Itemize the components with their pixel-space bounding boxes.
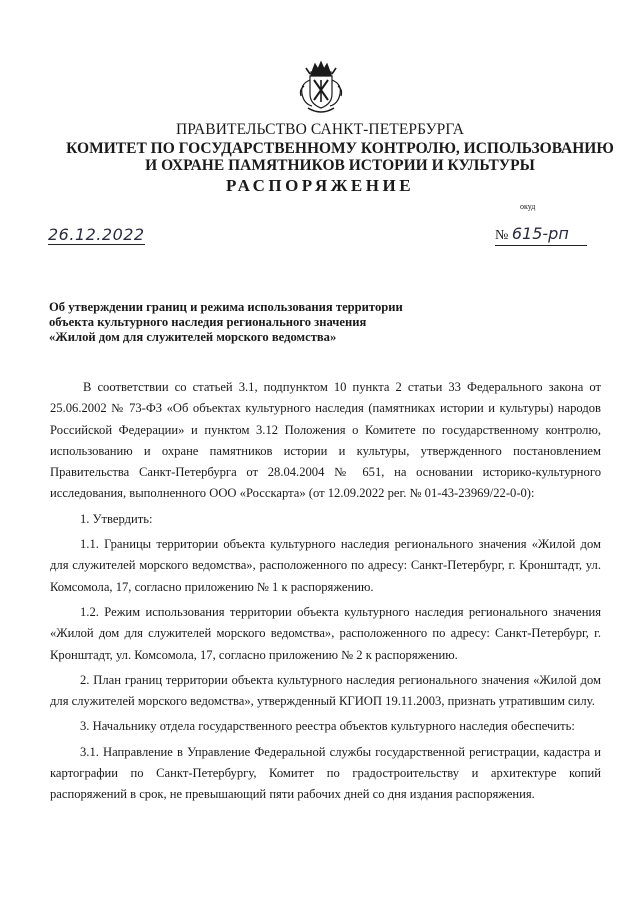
government-name: ПРАВИТЕЛЬСТВО САНКТ-ПЕТЕРБУРГА <box>175 121 465 138</box>
subject-line-1: Об утверждении границ и режима использования территории <box>49 300 403 314</box>
document-subject <box>49 300 469 345</box>
document-date: 26.12.2022 <box>48 225 145 244</box>
number-value: 615-рп <box>511 224 569 243</box>
preamble-paragraph: В соответствии со статьей 3.1, подпунктом 10 пункта 2 статьи 33 Федерального закона от 25.06.2002 № 73-ФЗ «Об объектах культурного наследия (памятниках истории и культуры) народов Российской Федерации» и пунктом 3.12 Положения о Комитете по государственному контролю, использованию и охране памятников истории и культуры, утвержденного постановлением Правительства Санкт-Петербурга от 28.04.2004 № 651, на основании историко-культурного исследования, выполненного ООО «Росскарта» (от 12.09.2022 рег. № 01-43-23969/22-0-0): <box>50 380 601 501</box>
subject-line-2: объекта культурного наследия регионального значения <box>49 315 367 329</box>
committee-line-2: И ОХРАНЕ ПАМЯТНИКОВ ИСТОРИИ И КУЛЬТУРЫ <box>145 157 535 174</box>
committee-line-1: КОМИТЕТ ПО ГОСУДАРСТВЕННОМУ КОНТРОЛЮ, ИСПОЛЬЗОВАНИЮ <box>66 140 614 157</box>
document-body <box>50 377 601 810</box>
clause-1-2: 1.2. Режим использования территории объекта культурного наследия регионального значения «Жилой дом для служителей морского ведомства», расположенного по адресу: Санкт-Петербург, г. Кронштадт, ул. Комсомола, 17, согласно приложению № 2 к распоряжению. <box>50 604 601 662</box>
document-number <box>495 225 587 246</box>
committee-name <box>40 140 640 174</box>
subject-line-3: «Жилой дом для служителей морского ведомства» <box>49 330 337 344</box>
document-type-title: РАСПОРЯЖЕНИЕ <box>225 176 415 195</box>
clause-3: 3. Начальнику отдела государственного реестра объектов культурного наследия обеспечить: <box>80 719 575 734</box>
coat-of-arms-icon <box>298 60 344 122</box>
clause-1: 1. Утвердить: <box>80 511 153 526</box>
okud-label: окуд <box>520 202 536 211</box>
number-sign: № <box>495 228 509 243</box>
clause-2: 2. План границ территории объекта культурного наследия регионального значения «Жилой дом для служителей морского ведомства», утвержденный КГИОП 19.11.2003, признать утратившим силу. <box>50 672 601 709</box>
clause-1-1: 1.1. Границы территории объекта культурного наследия регионального значения «Жилой дом для служителей морского ведомства», расположенного по адресу: Санкт-Петербург, г. Кронштадт, ул. Комсомола, 17, согласно приложению № 1 к распоряжению. <box>50 537 601 594</box>
clause-3-1: 3.1. Направление в Управление Федеральной службы государственной регистрации, кадастра и картографии по Санкт-Петербургу, Комитет по градостроительству и архитектуре копий распоряжений в срок, не превышающий пяти рабочих дней со дня издания распоряжения. <box>50 744 601 802</box>
